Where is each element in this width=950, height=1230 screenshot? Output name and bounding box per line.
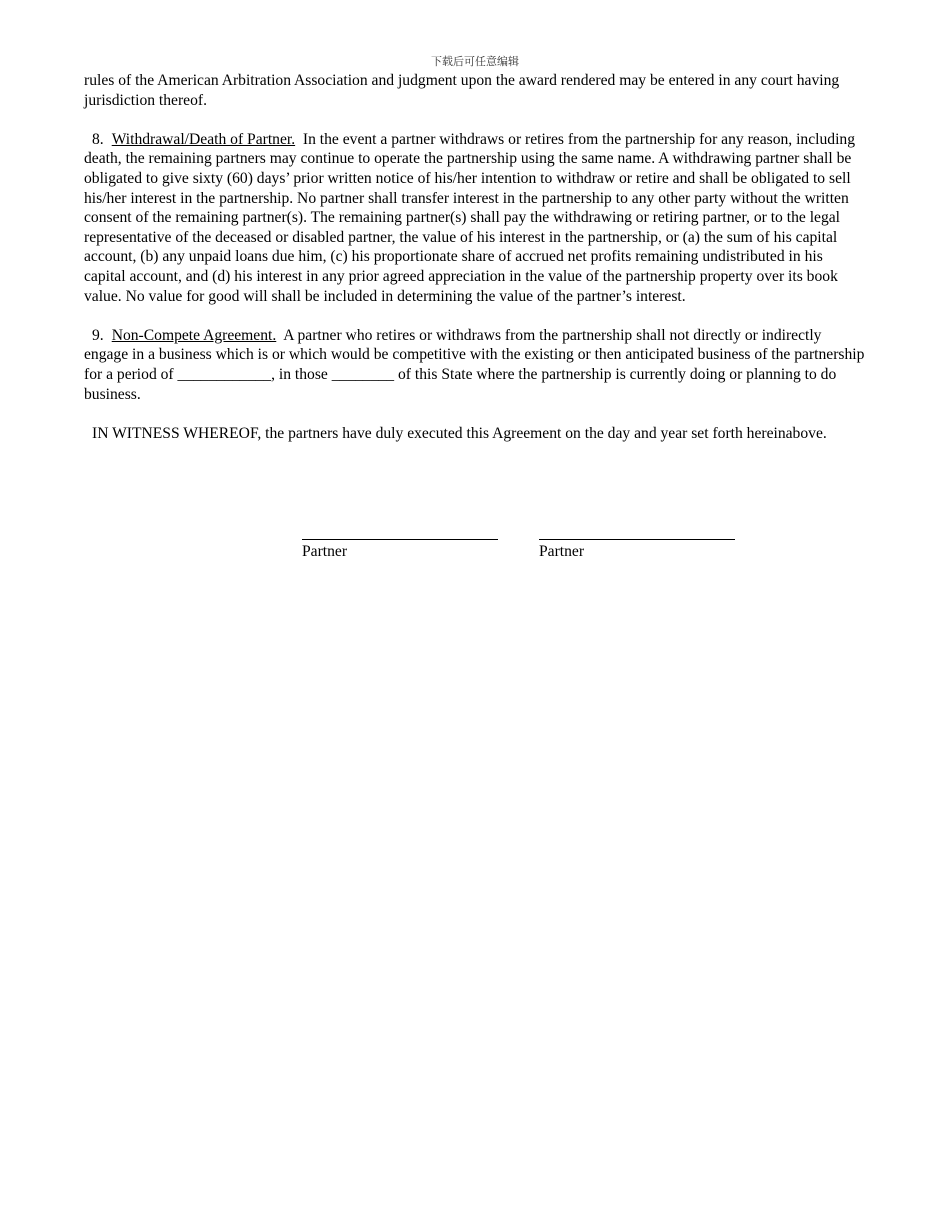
section-9-text: A partner who retires or withdraws from the partnership shall not directly or indirectly engage in a business which is or which would be competitive with the existing or then anticipated business of the partnership for a period of ____________, in those ________ of this State where the partnership is currently doing or planning to do business. — [84, 326, 865, 403]
section-8-number: 8. — [92, 130, 104, 148]
witness-text: IN WITNESS WHEREOF, the partners have duly executed this Agreement on the day and year set forth hereinabove. — [92, 424, 827, 442]
section-8 — [84, 130, 868, 306]
section-9-number: 9. — [92, 326, 104, 344]
section-9 — [84, 326, 868, 404]
arbitration-continuation: rules of the American Arbitration Association and judgment upon the award rendered may be entered in any court having jurisdiction thereof. — [84, 72, 840, 109]
signature-block-1 — [302, 520, 498, 562]
signature-area — [302, 520, 822, 570]
page-header-note: 下载后可任意编辑 — [431, 55, 519, 68]
document-body — [84, 71, 868, 463]
signature-label-2: Partner — [539, 543, 585, 560]
signature-block-2 — [539, 520, 735, 562]
section-8-heading: Withdrawal/Death of Partner. — [111, 130, 296, 148]
witness-clause — [84, 424, 868, 444]
signature-line-1 — [302, 520, 498, 540]
signature-line-2 — [539, 520, 735, 540]
signature-label-1: Partner — [302, 543, 348, 560]
section-8-text: In the event a partner withdraws or retires from the partnership for any reason, including death, the remaining partners may continue to operate the partnership using the same name. A withdrawing partner shall be obligated to give sixty (60) days’ prior written notice of his/her intention to withdraw or retire and shall be obligated to sell his/her interest in the partnership. No partner shall transfer interest in the partnership to any other party without the written consent of the remaining partner(s). The remaining partner(s) shall pay the withdrawing or retiring partner, or to the legal representative of the deceased or disabled partner, the value of his interest in the partnership, or (a) the sum of his capital account, (b) any unpaid loans due him, (c) his proportionate share of accrued net profits remaining undistributed in his capital account, and (d) his interest in any prior agreed appreciation in the value of the partnership property over its book value. No value for good will shall be included in determining the value of the partner’s interest. — [84, 130, 855, 305]
section-9-heading: Non-Compete Agreement. — [111, 326, 277, 344]
